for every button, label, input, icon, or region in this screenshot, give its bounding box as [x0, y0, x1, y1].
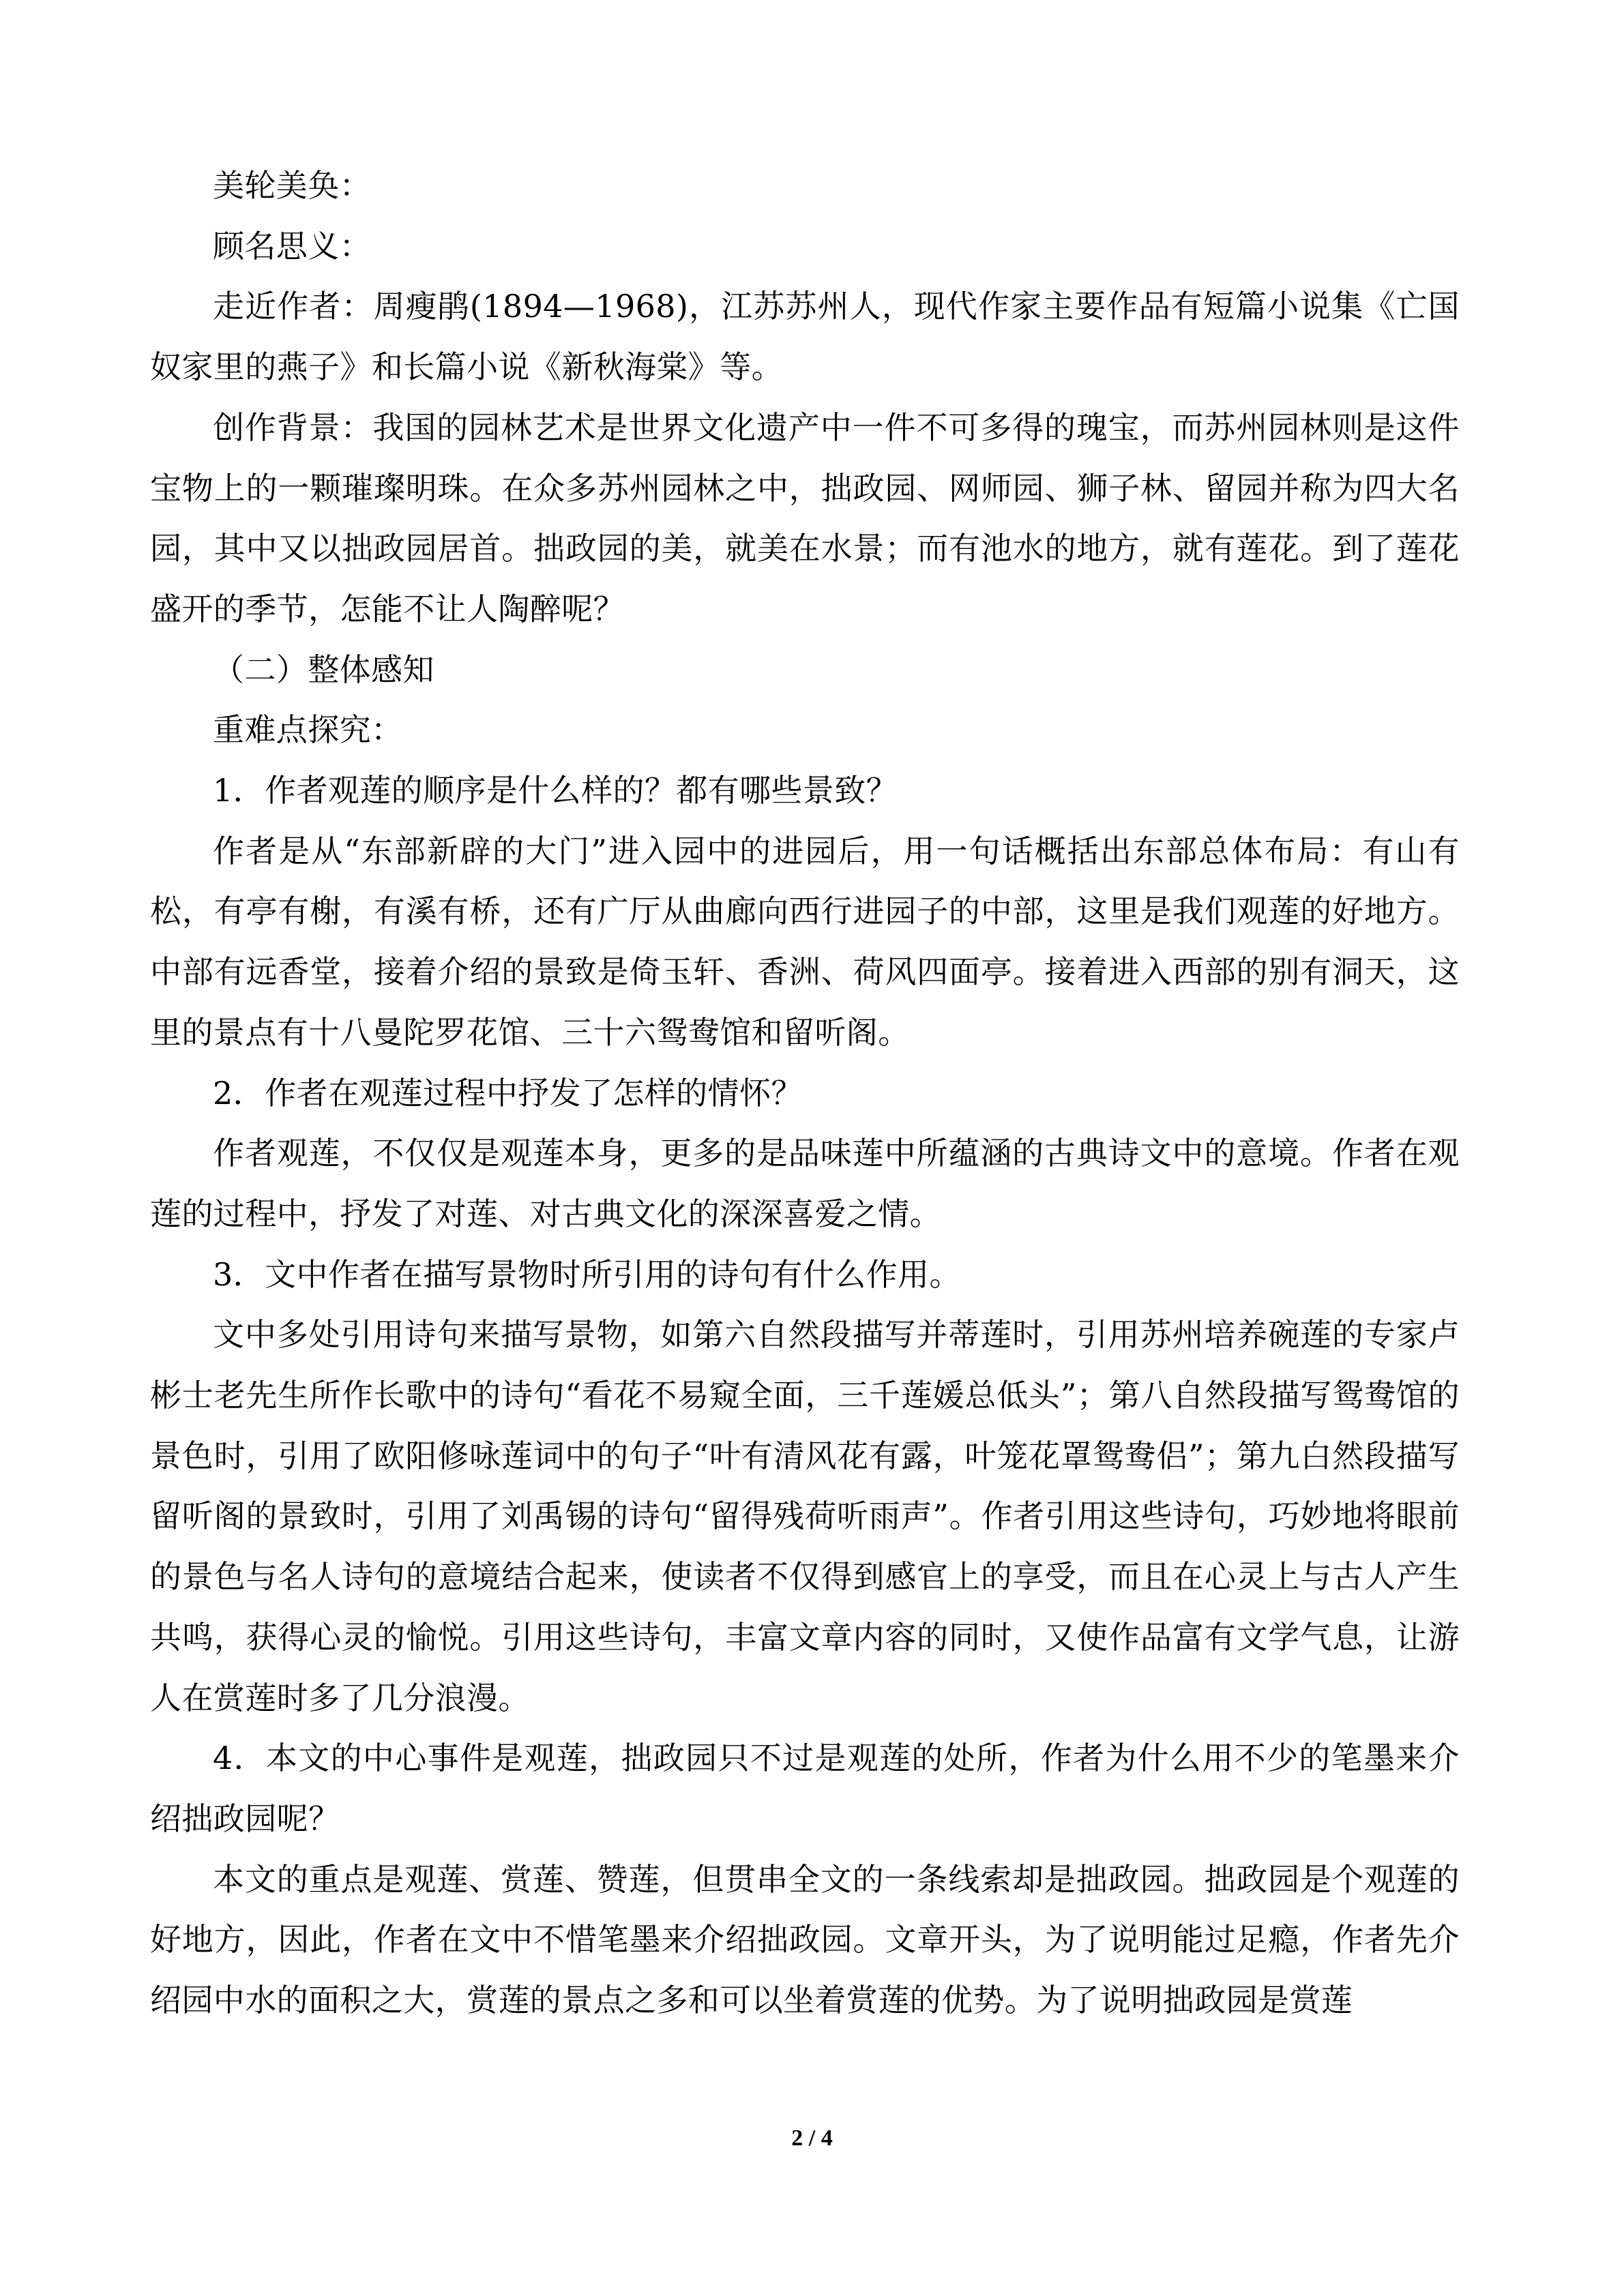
page-number: 2 / 4 [791, 2126, 833, 2151]
section-heading-overall-perception: （二）整体感知 [213, 651, 434, 688]
term-gumingsiyi: 顾名思义： [213, 227, 371, 265]
key-points-heading: 重难点探究： [213, 711, 403, 749]
term-meilunmeihuan: 美轮美奂： [213, 167, 371, 204]
author-intro-paragraph: 走近作者：周瘦鹃(1894—1968)，江苏苏州人，现代作家主要作品有短篇小说集《亡国奴家里的燕子》和长篇小说《新秋海棠》等。 [150, 288, 1460, 386]
answer-4: 本文的重点是观莲、赏莲、赞莲，但贯串全文的一条线索却是拙政园。拙政园是个观莲的好地方，因此，作者在文中不惜笔墨来介绍拙政园。文章开头，为了说明能过足瘾，作者先介绍园中水的面积之大，赏莲的景点之多和可以坐着赏莲的优势。为了说明拙政园是赏莲 [150, 1860, 1460, 2019]
answer-3: 文中多处引用诗句来描写景物，如第六自然段描写并蒂莲时，引用苏州培养碗莲的专家卢彬士老先生所作长歌中的诗句“看花不易窥全面，三千莲媛总低头”；第八自然段描写鸳鸯馆的景色时，引用了欧阳修咏莲词中的句子“叶有清风花有露，叶笼花罩鸳鸯侣”；第九白然段描写留听阁的景致时，引用了刘禹锡的诗句“留得残荷听雨声”。作者引用这些诗句，巧妙地将眼前的景色与名人诗句的意境结合起来，使读者不仅得到感官上的享受，而且在心灵上与古人产生共鸣，获得心灵的愉悦。引用这些诗句，丰富文章内容的同时，又使作品富有文学气息，让游人在赏莲时多了几分浪漫。 [150, 1316, 1460, 1716]
answer-1: 作者是从“东部新辟的大门”进入园中的进园后，用一句话概括出东部总体布局：有山有松，有亭有榭，有溪有桥，还有广厅从曲廊向西行进园子的中部，这里是我们观莲的好地方。中部有远香堂，接着介绍的景致是倚玉轩、香洲、荷风四面亭。接着进入西部的别有洞天，这里的景点有十八曼陀罗花馆、三十六鸳鸯馆和留听阁。 [150, 832, 1460, 1051]
question-1: 1．作者观莲的顺序是什么样的？都有哪些景致？ [213, 772, 898, 809]
question-3: 3．文中作者在描写景物时所引用的诗句有什么作用。 [213, 1255, 961, 1293]
background-paragraph: 创作背景：我国的园林艺术是世界文化遗产中一件不可多得的瑰宝，而苏州园林则是这件宝物上的一颗璀璨明珠。在众多苏州园林之中，拙政园、网师园、狮子林、留园并称为四大名园，其中又以拙政园居首。拙政园的美，就美在水景；而有池水的地方，就有莲花。到了莲花盛开的季节，怎能不让人陶醉呢？ [150, 408, 1460, 627]
answer-2: 作者观莲，不仅仅是观莲本身，更多的是品味莲中所蕴涵的古典诗文中的意境。作者在观莲的过程中，抒发了对莲、对古典文化的深深喜爱之情。 [150, 1135, 1460, 1232]
document-body [150, 155, 1460, 2031]
question-4: 4．本文的中心事件是观莲，拙政园只不过是观莲的处所，作者为什么用不少的笔墨来介绍拙政园呢？ [150, 1740, 1460, 1837]
question-2: 2．作者在观莲过程中抒发了怎样的情怀？ [213, 1074, 803, 1112]
